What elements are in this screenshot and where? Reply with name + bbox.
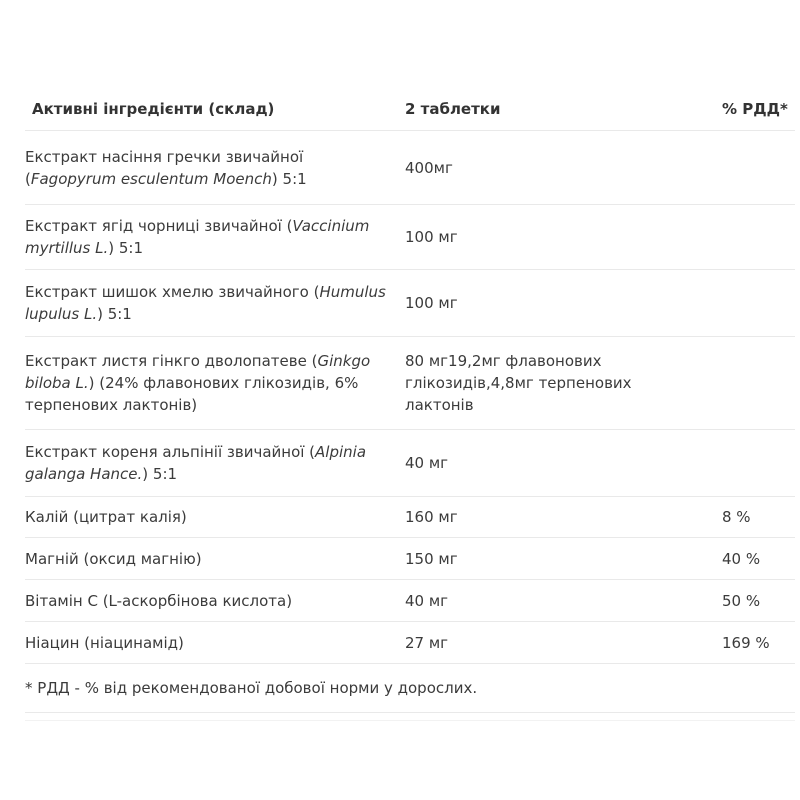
table-footnote-row — [25, 664, 795, 713]
amount-value: 27 мг — [405, 633, 449, 652]
rdd-value: 169 % — [722, 633, 770, 652]
ingredient-name-text: Екстракт листя гінкго дволопатеве ( — [25, 352, 318, 370]
table-row — [25, 270, 795, 337]
ingredient-name-text: Магній (оксид магнію) — [25, 549, 202, 568]
ingredient-latin-name: Humulus lupulus L. — [25, 283, 386, 323]
ingredient-name — [25, 632, 390, 654]
footnote-text: * РДД - % від рекомендованої добової норми у дорослих. — [25, 679, 478, 697]
amount-value: 40 мг — [405, 591, 449, 610]
ingredient-name-text: Екстракт шишок хмелю звичайного ( — [25, 283, 320, 301]
ingredient-name-suffix: ) 5:1 — [271, 169, 307, 188]
table-header-row — [25, 88, 795, 131]
ingredient-name — [25, 548, 390, 570]
table-row — [25, 430, 795, 497]
col-header-ingredients: Активні інгредієнти (склад) — [32, 100, 275, 118]
ingredient-name-suffix: ) 5:1 — [142, 465, 178, 483]
ingredient-name — [25, 506, 390, 528]
ingredient-name-suffix: ) (24% флавонових глікозидів, 6% терпенових лактонів) — [25, 374, 359, 414]
amount-value-text: 80 мг19,2мг флавонових глікозидів,4,8мг терпенових лактонів — [405, 352, 632, 414]
ingredient-name — [25, 281, 390, 325]
table-row — [25, 497, 795, 538]
ingredient-latin-name: Vaccinium myrtillus L. — [25, 217, 370, 257]
ingredient-name-text: Ніацин (ніацинамід) — [25, 633, 184, 652]
ingredient-name — [25, 215, 390, 259]
amount-value: 100 мг — [405, 228, 458, 246]
amount-value: 40 мг — [405, 454, 449, 472]
amount-value: 100 мг — [405, 294, 458, 312]
ingredient-name-text: Калій (цитрат калія) — [25, 508, 187, 526]
rdd-value: 40 % — [722, 549, 761, 568]
ingredient-name-text: Екстракт насіння гречки звичайної ( — [25, 147, 304, 188]
table-row — [25, 205, 795, 270]
ingredient-name — [25, 146, 390, 190]
ingredient-latin-name: Alpinia galanga Hance. — [25, 443, 367, 483]
rdd-value: 8 % — [722, 508, 751, 526]
ingredient-name-suffix: ) 5:1 — [97, 305, 132, 323]
ingredients-table — [25, 88, 795, 721]
table-row — [25, 538, 795, 580]
rdd-value: 50 % — [722, 591, 761, 610]
ingredient-name-text: Екстракт кореня альпінії звичайної ( — [25, 443, 316, 461]
table-row — [25, 622, 795, 664]
table-row — [25, 337, 795, 430]
amount-value: 400мг — [405, 158, 453, 177]
ingredient-latin-name: Fagopyrum esculentum Moench — [30, 169, 272, 188]
ingredient-latin-name: Ginkgo biloba L. — [25, 352, 371, 392]
ingredient-name-text: Вітамін C (L-аскорбінова кислота) — [25, 591, 293, 610]
col-header-rdd: % РДД* — [722, 100, 788, 118]
table-row — [25, 131, 795, 205]
col-header-amount: 2 таблетки — [405, 100, 501, 118]
table-row — [25, 580, 795, 622]
ingredient-name-suffix: ) 5:1 — [108, 239, 144, 257]
ingredient-name — [25, 590, 390, 612]
ingredient-name-text: Екстракт ягід чорниці звичайної ( — [25, 217, 293, 235]
amount-value: 160 мг — [405, 508, 458, 526]
amount-value: 150 мг — [405, 549, 458, 568]
amount-value — [405, 350, 722, 416]
ingredient-name — [25, 441, 390, 485]
ingredient-name — [25, 350, 390, 416]
